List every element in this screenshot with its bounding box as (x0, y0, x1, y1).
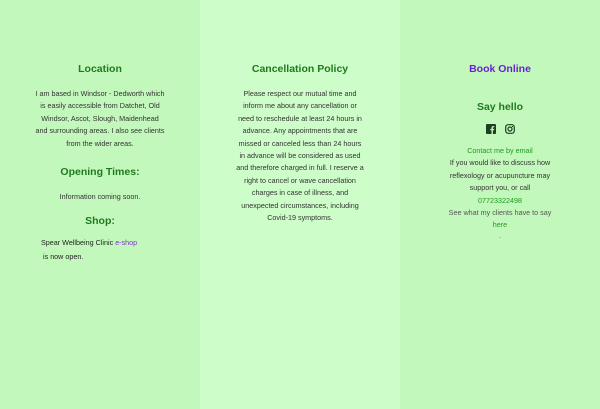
testimonials-text: See what my clients have to say (448, 208, 552, 218)
cancellation-title: Cancellation Policy (251, 63, 349, 75)
facebook-icon[interactable] (486, 124, 496, 136)
opening-times-text: Information coming soon. (59, 192, 141, 202)
location-column (0, 0, 200, 409)
location-title: Location (78, 63, 122, 75)
phone-link[interactable]: 07723322498 (478, 195, 522, 205)
eshop-link[interactable]: e-shop (115, 238, 138, 248)
shop-text-after: is now open. (43, 251, 84, 261)
say-hello-title: Say hello (476, 101, 524, 113)
location-text: I am based in Windsor - Dedworth which is easily accessible from Datchet, Old Windsor, Ascot, Slough, Maidenhead and surrounding areas. I also see clients from the wider areas. (35, 89, 165, 148)
trailing-dot: . (499, 230, 501, 240)
shop-text-before: Spear Wellbeing Clinic (41, 238, 116, 248)
contact-column (400, 0, 600, 409)
book-online-link[interactable]: Book Online (469, 63, 531, 75)
social-links (400, 124, 600, 136)
cancellation-column (200, 0, 400, 409)
opening-times-title: Opening Times: (60, 166, 140, 179)
contact-email-link[interactable]: Contact me by email (467, 146, 533, 155)
contact-text: If you would like to discuss how reflexology or acupuncture may support you, or call (449, 158, 551, 193)
testimonials-link[interactable]: here (492, 220, 508, 230)
cancellation-text: Please respect our mutual time and inform me about any cancellation or need to reschedule at least 24 hours in advance. Any appointments that are missed or canceled less than 24 hours in advance will be considered as used and therefore charged in full. I reserve a right to cancel or wave cancellation charges in case of illness, and unexpected circumstances, including Covid-19 symptoms. (236, 89, 364, 223)
shop-title: Shop: (85, 215, 115, 228)
instagram-icon[interactable] (505, 124, 515, 136)
shop-text (41, 236, 200, 263)
